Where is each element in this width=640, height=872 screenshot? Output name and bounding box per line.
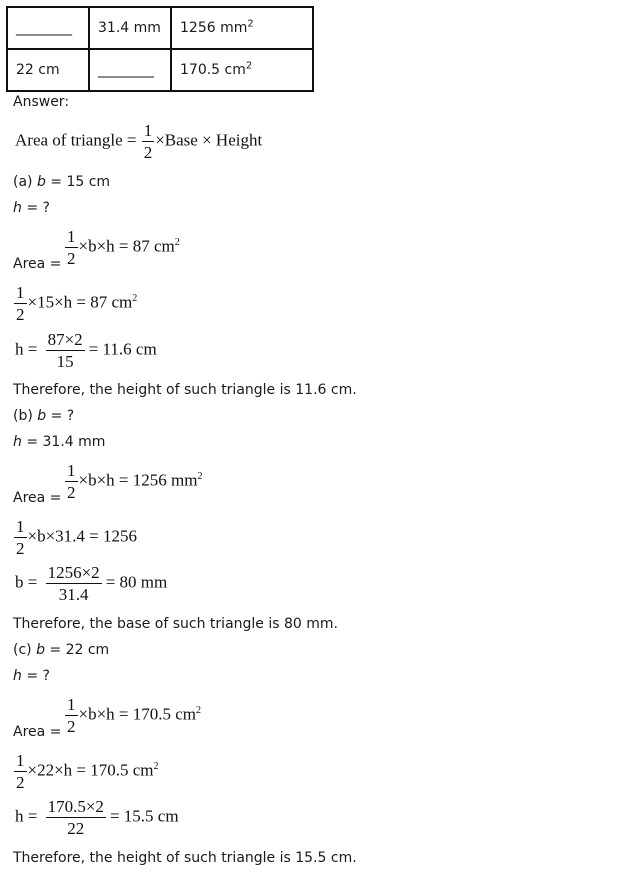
part-c-equation-1: $\frac{1}{2}$ ×b×h = 170.5 $cm^2$ [67, 695, 202, 736]
table-cell: 1256 $mm^2$ [171, 7, 313, 49]
part-b-area-label: Area = [13, 490, 62, 506]
part-a-equation-2: $\frac{1}{2}$ ×15×h = 87 $cm^2$ [16, 283, 138, 324]
table-cell: 22 cm [7, 49, 89, 91]
table-cell: 170.5 $cm^2$ [171, 49, 313, 91]
part-b-equation-1: $\frac{1}{2}$ ×b×h = 1256 $mm^2$ [67, 461, 203, 502]
part-b-conclusion: Therefore, the base of such triangle is 80 mm. [13, 616, 338, 632]
data-table [6, 6, 314, 92]
answer-label: Answer: [13, 94, 70, 110]
fraction: $\frac{1}{2}$ [143, 121, 153, 162]
part-c-unknown: h = ? [13, 668, 50, 684]
part-b-unknown: h = 31.4 mm [13, 434, 106, 450]
part-b-equation-3: b = $\frac{1256\times 2}{31.4}$ = 80 mm [15, 563, 168, 604]
table-cell: ________ [89, 49, 171, 91]
table-row [7, 49, 313, 91]
table-cell: ________ [7, 7, 89, 49]
part-a-conclusion: Therefore, the height of such triangle is 11.6 cm. [13, 382, 357, 398]
part-a-given: (a) b = 15 cm [13, 174, 111, 190]
area-formula: Area of triangle = $\frac{1}{2}$ ×Base × Height [15, 121, 263, 162]
part-c-equation-2: $\frac{1}{2}$ ×22×h = 170.5 $cm^2$ [16, 751, 159, 792]
table-row [7, 7, 313, 49]
part-c-area-label: Area = [13, 724, 62, 740]
part-a-equation-1: $\frac{1}{2}$ ×b×h = 87 $cm^2$ [67, 227, 180, 268]
table-cell: 31.4 mm [89, 7, 171, 49]
part-c-conclusion: Therefore, the height of such triangle is 15.5 cm. [13, 850, 357, 866]
part-c-equation-3: h = $\frac{170.5\times 2}{22}$ = 15.5 cm [15, 797, 179, 838]
part-b-given: (b) b = ? [13, 408, 75, 424]
part-b-equation-2: $\frac{1}{2}$ ×b×31.4 = 1256 [16, 517, 138, 558]
part-c-given: (c) b = 22 cm [13, 642, 110, 658]
part-a-equation-3: h = $\frac{87\times 2}{15}$ = 11.6 cm [15, 330, 157, 371]
part-a-unknown: h = ? [13, 200, 50, 216]
part-a-area-label: Area = [13, 256, 62, 272]
